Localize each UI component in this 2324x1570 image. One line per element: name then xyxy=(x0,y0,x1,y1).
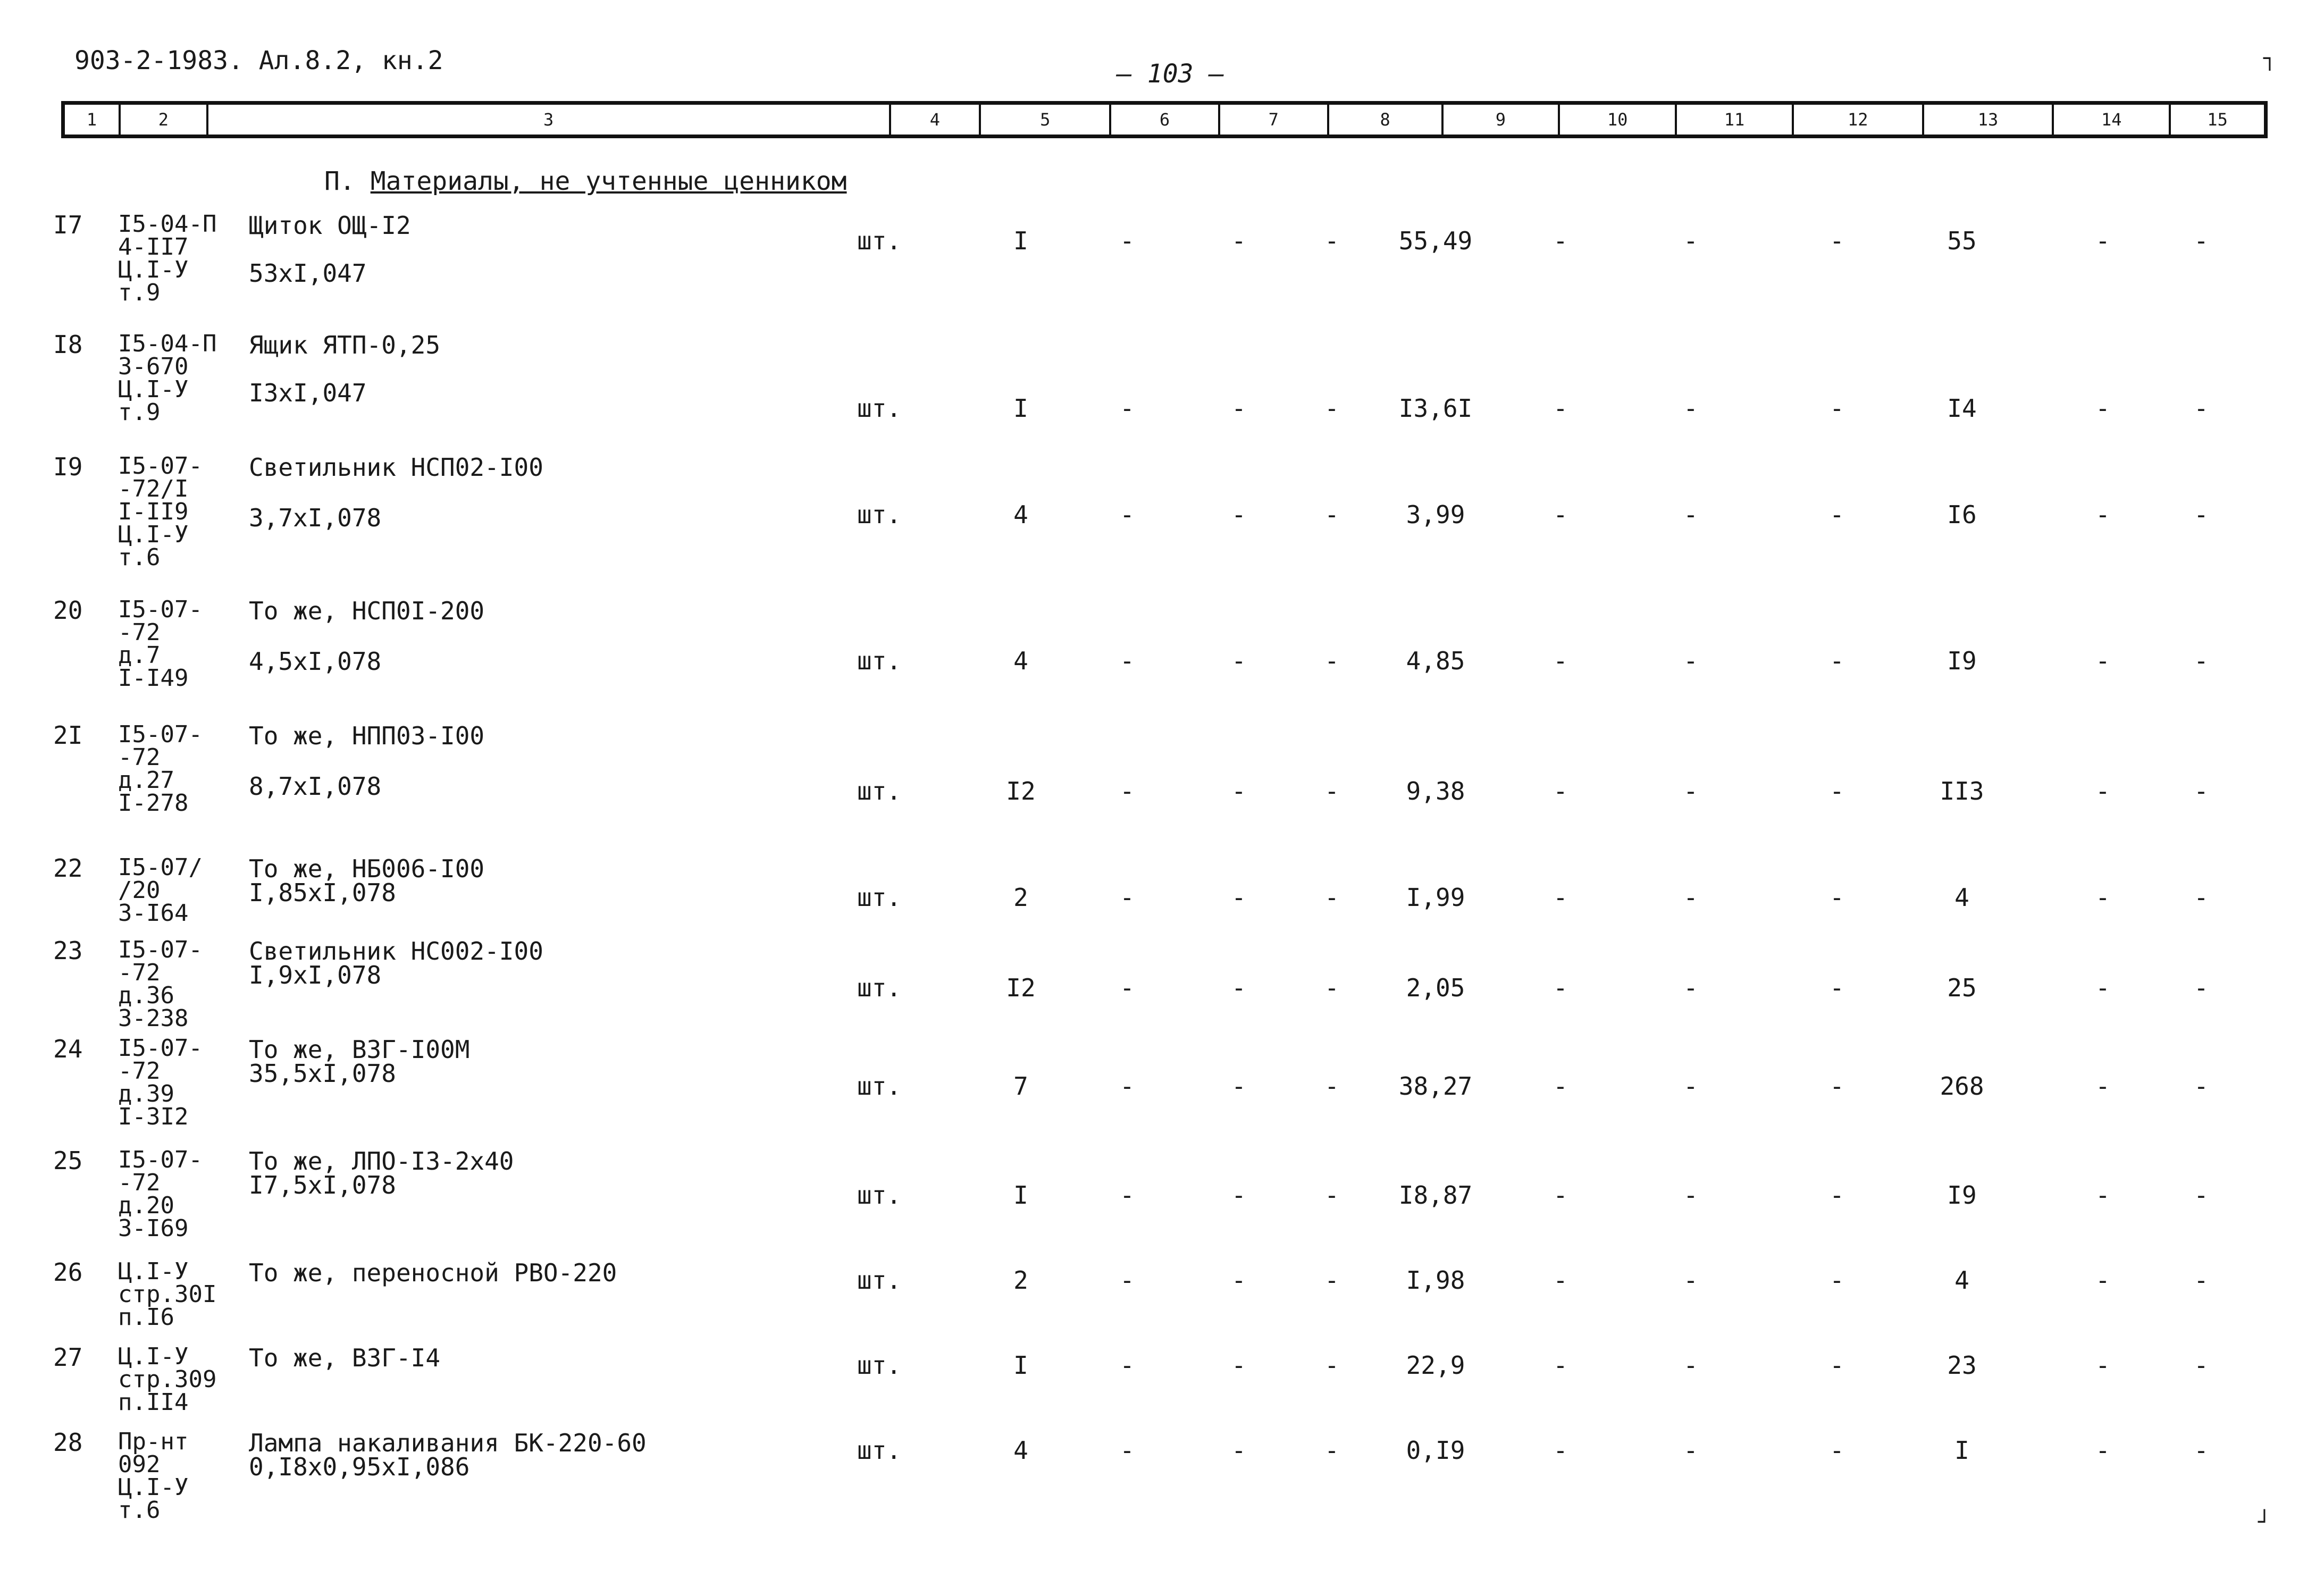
unit-price: 0,I9 xyxy=(1406,1436,1465,1465)
column-11-value: - xyxy=(1683,883,1698,912)
column-7-value: - xyxy=(1231,500,1246,529)
code-line: I5-07- xyxy=(118,721,203,748)
quantity: I xyxy=(1013,394,1028,423)
unit: шт. xyxy=(857,777,902,805)
column-8-value: - xyxy=(1324,1072,1339,1101)
material-name: То же, ВЗГ-I00М xyxy=(249,1035,470,1064)
unit: шт. xyxy=(857,1436,902,1465)
column-header: 9 xyxy=(1444,105,1560,135)
column-8-value: - xyxy=(1324,1436,1339,1465)
row-number: 2I xyxy=(53,721,83,750)
code-line: 3-I69 xyxy=(118,1215,189,1242)
row-number: 25 xyxy=(53,1146,83,1175)
calculation-formula: 3,7xI,078 xyxy=(249,503,382,532)
total-cost: I4 xyxy=(1947,394,1977,423)
calculation-formula: 35,5xI,078 xyxy=(249,1059,396,1088)
code-line: т.6 xyxy=(118,544,161,572)
code-line: I-3I2 xyxy=(118,1103,189,1131)
code-line: Ц.I-У xyxy=(118,376,189,404)
code-line: /20 xyxy=(118,877,161,904)
unit: шт. xyxy=(857,973,902,1002)
code-line: т.9 xyxy=(118,399,161,426)
section-title-text: Материалы, не учтенные ценником xyxy=(370,166,847,196)
code-line: -72 xyxy=(118,619,161,647)
material-name: То же, НСП0I-200 xyxy=(249,597,485,625)
column-14-value: - xyxy=(2095,1436,2110,1465)
code-line: т.6 xyxy=(118,1497,161,1524)
price-reference-code xyxy=(118,1260,216,1329)
total-cost: 23 xyxy=(1947,1351,1977,1380)
unit: шт. xyxy=(857,1351,902,1380)
column-10-value: - xyxy=(1553,1436,1568,1465)
material-name: Светильник НС002-I00 xyxy=(249,937,543,965)
unit: шт. xyxy=(857,1072,902,1101)
material-name: Лампа накаливания БК-220-60 xyxy=(249,1429,647,1457)
price-reference-code xyxy=(118,1148,203,1240)
price-reference-code xyxy=(118,1430,188,1522)
column-6-value: - xyxy=(1120,883,1135,912)
row-number: 24 xyxy=(53,1035,83,1063)
column-6-value: - xyxy=(1120,1072,1135,1101)
quantity: 2 xyxy=(1013,883,1028,912)
code-line: I5-07- xyxy=(118,596,203,623)
quantity: 4 xyxy=(1013,1436,1028,1465)
price-reference-code xyxy=(118,1345,216,1414)
row-number: 26 xyxy=(53,1258,83,1287)
row-number: 23 xyxy=(53,936,83,965)
code-line: I5-07- xyxy=(118,1146,203,1173)
code-line: -72 xyxy=(118,744,161,771)
column-11-value: - xyxy=(1683,1436,1698,1465)
corner-mark-top-right: ┐ xyxy=(2263,46,2276,71)
column-15-value: - xyxy=(2194,1181,2209,1210)
material-name: Щиток ОЩ-I2 xyxy=(249,211,411,240)
quantity: 4 xyxy=(1013,647,1028,675)
column-6-value: - xyxy=(1120,1436,1135,1465)
code-line: I-I49 xyxy=(118,665,189,692)
unit-price: I8,87 xyxy=(1398,1181,1473,1210)
column-number-header xyxy=(61,101,2268,138)
column-header: 2 xyxy=(121,105,208,135)
column-14-value: - xyxy=(2095,973,2110,1002)
column-12-value: - xyxy=(1830,1351,1844,1380)
column-12-value: - xyxy=(1830,394,1844,423)
column-15-value: - xyxy=(2194,883,2209,912)
unit-price: I3,6I xyxy=(1398,394,1473,423)
code-line: 092 xyxy=(118,1451,161,1479)
column-header: 6 xyxy=(1111,105,1220,135)
column-10-value: - xyxy=(1553,883,1568,912)
column-14-value: - xyxy=(2095,1351,2110,1380)
column-6-value: - xyxy=(1120,1181,1135,1210)
code-line: 3-I64 xyxy=(118,900,189,927)
column-header: 13 xyxy=(1924,105,2054,135)
column-6-value: - xyxy=(1120,500,1135,529)
column-8-value: - xyxy=(1324,647,1339,675)
code-line: стр.30I xyxy=(118,1281,217,1308)
total-cost: I9 xyxy=(1947,1181,1977,1210)
total-cost: 268 xyxy=(1940,1072,1984,1101)
code-line: 3-670 xyxy=(118,353,189,381)
code-line: д.27 xyxy=(118,767,174,794)
price-reference-code xyxy=(118,938,203,1030)
price-reference-code xyxy=(118,332,216,424)
column-header: 12 xyxy=(1794,105,1924,135)
code-line: I-II9 xyxy=(118,498,189,526)
column-15-value: - xyxy=(2194,394,2209,423)
column-10-value: - xyxy=(1553,777,1568,805)
material-name: То же, НБ006-I00 xyxy=(249,854,485,883)
column-8-value: - xyxy=(1324,500,1339,529)
material-name: То же, переносной РВО-220 xyxy=(249,1258,617,1287)
column-10-value: - xyxy=(1553,1351,1568,1380)
column-7-value: - xyxy=(1231,973,1246,1002)
code-line: стр.309 xyxy=(118,1366,217,1393)
column-14-value: - xyxy=(2095,1266,2110,1295)
column-header: 4 xyxy=(891,105,981,135)
code-line: -72 xyxy=(118,959,161,987)
row-number: 28 xyxy=(53,1428,83,1457)
column-14-value: - xyxy=(2095,1072,2110,1101)
column-11-value: - xyxy=(1683,1351,1698,1380)
column-8-value: - xyxy=(1324,1351,1339,1380)
column-12-value: - xyxy=(1830,226,1844,255)
code-line: д.39 xyxy=(118,1080,174,1108)
code-line: I5-07- xyxy=(118,936,203,963)
code-line: -72/I xyxy=(118,475,189,503)
column-15-value: - xyxy=(2194,973,2209,1002)
column-15-value: - xyxy=(2194,777,2209,805)
calculation-formula: I3xI,047 xyxy=(249,379,367,407)
column-header: 5 xyxy=(981,105,1111,135)
column-12-value: - xyxy=(1830,1181,1844,1210)
row-number: I9 xyxy=(53,452,83,481)
column-14-value: - xyxy=(2095,226,2110,255)
column-6-value: - xyxy=(1120,1351,1135,1380)
quantity: I xyxy=(1013,1181,1028,1210)
row-number: I7 xyxy=(53,211,83,239)
corner-mark-bottom-right: ┘ xyxy=(2258,1510,2271,1534)
unit-price: 38,27 xyxy=(1398,1072,1473,1101)
column-header: 15 xyxy=(2207,110,2228,130)
unit: шт. xyxy=(857,647,902,675)
code-line: -72 xyxy=(118,1057,161,1085)
column-6-value: - xyxy=(1120,973,1135,1002)
column-6-value: - xyxy=(1120,394,1135,423)
column-6-value: - xyxy=(1120,777,1135,805)
row-number: I8 xyxy=(53,330,83,359)
material-name: Светильник НСП02-I00 xyxy=(249,453,543,482)
row-number: 27 xyxy=(53,1343,83,1372)
calculation-formula: 4,5xI,078 xyxy=(249,647,382,676)
unit-price: 2,05 xyxy=(1406,973,1465,1002)
unit-price: I,99 xyxy=(1406,883,1465,912)
column-10-value: - xyxy=(1553,394,1568,423)
code-line: т.9 xyxy=(118,279,161,307)
material-name: Ящик ЯТП-0,25 xyxy=(249,331,441,359)
column-7-value: - xyxy=(1231,1436,1246,1465)
code-line: 3-238 xyxy=(118,1005,189,1032)
column-12-value: - xyxy=(1830,647,1844,675)
quantity: I xyxy=(1013,226,1028,255)
section-title xyxy=(324,166,847,196)
column-11-value: - xyxy=(1683,394,1698,423)
column-header: 1 xyxy=(65,105,121,135)
column-11-value: - xyxy=(1683,500,1698,529)
price-reference-code xyxy=(118,1035,203,1131)
total-cost: 55 xyxy=(1947,226,1977,255)
code-line: п.II4 xyxy=(118,1389,189,1416)
column-7-value: - xyxy=(1231,647,1246,675)
unit: шт. xyxy=(857,226,902,255)
column-15-value: - xyxy=(2194,1351,2209,1380)
code-line: Ц.I-У xyxy=(118,1258,189,1285)
column-14-value: - xyxy=(2095,1181,2110,1210)
total-cost: I9 xyxy=(1947,647,1977,675)
column-header: 7 xyxy=(1220,105,1329,135)
column-15-value: - xyxy=(2194,1436,2209,1465)
calculation-formula: I,9xI,078 xyxy=(249,961,382,989)
column-8-value: - xyxy=(1324,777,1339,805)
quantity: I xyxy=(1013,1351,1028,1380)
column-12-value: - xyxy=(1830,1072,1844,1101)
column-7-value: - xyxy=(1231,1181,1246,1210)
column-7-value: - xyxy=(1231,394,1246,423)
quantity: I2 xyxy=(1006,973,1036,1002)
section-prefix: П. xyxy=(324,166,371,196)
price-reference-code xyxy=(118,723,203,815)
price-reference-code xyxy=(118,452,203,572)
column-10-value: - xyxy=(1553,500,1568,529)
column-12-value: - xyxy=(1830,500,1844,529)
column-10-value: - xyxy=(1553,1181,1568,1210)
quantity: I2 xyxy=(1006,777,1036,805)
column-14-value: - xyxy=(2095,647,2110,675)
calculation-formula: I,85xI,078 xyxy=(249,878,396,907)
column-12-value: - xyxy=(1830,883,1844,912)
code-line: I5-07/ xyxy=(118,854,203,881)
code-line: Ц.I-У xyxy=(118,1474,189,1501)
column-6-value: - xyxy=(1120,1266,1135,1295)
column-15-value: - xyxy=(2194,226,2209,255)
material-name: То же, ЛПО-I3-2x40 xyxy=(249,1147,514,1176)
column-7-value: - xyxy=(1231,1351,1246,1380)
column-7-value: - xyxy=(1231,883,1246,912)
column-header: 10 xyxy=(1560,105,1677,135)
code-line: -72 xyxy=(118,1169,161,1197)
material-name: То же, ВЗГ-I4 xyxy=(249,1344,441,1372)
unit: шт. xyxy=(857,1181,902,1210)
column-6-value: - xyxy=(1120,647,1135,675)
code-line: I5-07- xyxy=(118,452,203,480)
price-reference-code xyxy=(118,598,203,690)
unit: шт. xyxy=(857,883,902,912)
code-line: 4-II7 xyxy=(118,233,189,261)
column-7-value: - xyxy=(1231,1266,1246,1295)
calculation-formula: 0,I8x0,95xI,086 xyxy=(249,1453,470,1481)
total-cost: 25 xyxy=(1947,973,1977,1002)
column-12-value: - xyxy=(1830,973,1844,1002)
column-11-value: - xyxy=(1683,777,1698,805)
column-8-value: - xyxy=(1324,1181,1339,1210)
calculation-formula: I7,5xI,078 xyxy=(249,1171,396,1199)
column-11-value: - xyxy=(1683,973,1698,1002)
column-10-value: - xyxy=(1553,1266,1568,1295)
column-15-value: - xyxy=(2194,500,2209,529)
column-6-value: - xyxy=(1120,226,1135,255)
code-line: Пр-нт xyxy=(118,1428,189,1455)
page-number: — 103 — xyxy=(1117,59,1224,89)
total-cost: I6 xyxy=(1947,500,1977,529)
column-header: 14 xyxy=(2054,105,2171,135)
column-14-value: - xyxy=(2095,394,2110,423)
column-12-value: - xyxy=(1830,1436,1844,1465)
unit-price: I,98 xyxy=(1406,1266,1465,1295)
unit: шт. xyxy=(857,1266,902,1295)
column-11-value: - xyxy=(1683,1181,1698,1210)
column-7-value: - xyxy=(1231,1072,1246,1101)
total-cost: 4 xyxy=(1954,883,1969,912)
column-8-value: - xyxy=(1324,973,1339,1002)
column-15-value: - xyxy=(2194,1266,2209,1295)
column-11-value: - xyxy=(1683,1266,1698,1295)
column-10-value: - xyxy=(1553,647,1568,675)
code-line: д.20 xyxy=(118,1192,174,1220)
material-name: То же, НПП03-I00 xyxy=(249,721,485,750)
calculation-formula: 8,7xI,078 xyxy=(249,772,382,801)
column-8-value: - xyxy=(1324,1266,1339,1295)
total-cost: II3 xyxy=(1940,777,1984,805)
unit: шт. xyxy=(857,394,902,423)
code-line: д.36 xyxy=(118,982,174,1010)
unit-price: 4,85 xyxy=(1406,647,1465,675)
row-number: 20 xyxy=(53,596,83,625)
calculation-formula: 53xI,047 xyxy=(249,259,367,288)
row-number: 22 xyxy=(53,854,83,883)
quantity: 7 xyxy=(1013,1072,1028,1101)
column-11-value: - xyxy=(1683,1072,1698,1101)
document-reference: 903-2-1983. Ал.8.2, кн.2 xyxy=(74,46,443,75)
column-8-value: - xyxy=(1324,394,1339,423)
total-cost: 4 xyxy=(1954,1266,1969,1295)
column-10-value: - xyxy=(1553,226,1568,255)
unit-price: 9,38 xyxy=(1406,777,1465,805)
column-11-value: - xyxy=(1683,226,1698,255)
column-8-value: - xyxy=(1324,883,1339,912)
unit-price: 22,9 xyxy=(1406,1351,1465,1380)
quantity: 4 xyxy=(1013,500,1028,529)
column-7-value: - xyxy=(1231,777,1246,805)
quantity: 2 xyxy=(1013,1266,1028,1295)
code-line: Ц.I-У xyxy=(118,256,189,284)
column-10-value: - xyxy=(1553,973,1568,1002)
unit-price: 55,49 xyxy=(1398,226,1473,255)
code-line: I-278 xyxy=(118,790,189,817)
column-12-value: - xyxy=(1830,777,1844,805)
column-header: 3 xyxy=(208,105,891,135)
column-11-value: - xyxy=(1683,647,1698,675)
price-reference-code xyxy=(118,211,217,307)
column-14-value: - xyxy=(2095,883,2110,912)
column-15-value: - xyxy=(2194,1072,2209,1101)
code-line: п.I6 xyxy=(118,1304,174,1331)
column-header: 11 xyxy=(1677,105,1794,135)
unit-price: 3,99 xyxy=(1406,500,1465,529)
column-14-value: - xyxy=(2095,500,2110,529)
column-15-value: - xyxy=(2194,647,2209,675)
column-8-value: - xyxy=(1324,226,1339,255)
column-10-value: - xyxy=(1553,1072,1568,1101)
column-header: 8 xyxy=(1329,105,1444,135)
total-cost: I xyxy=(1954,1436,1969,1465)
code-line: I5-04-П xyxy=(118,211,217,238)
price-reference-code xyxy=(118,856,203,925)
column-14-value: - xyxy=(2095,777,2110,805)
column-7-value: - xyxy=(1231,226,1246,255)
code-line: Ц.I-У xyxy=(118,1343,189,1370)
code-line: I5-04-П xyxy=(118,330,217,357)
column-12-value: - xyxy=(1830,1266,1844,1295)
code-line: I5-07- xyxy=(118,1035,203,1062)
code-line: Ц.I-У xyxy=(118,521,189,549)
unit: шт. xyxy=(857,500,902,529)
code-line: д.7 xyxy=(118,642,161,669)
